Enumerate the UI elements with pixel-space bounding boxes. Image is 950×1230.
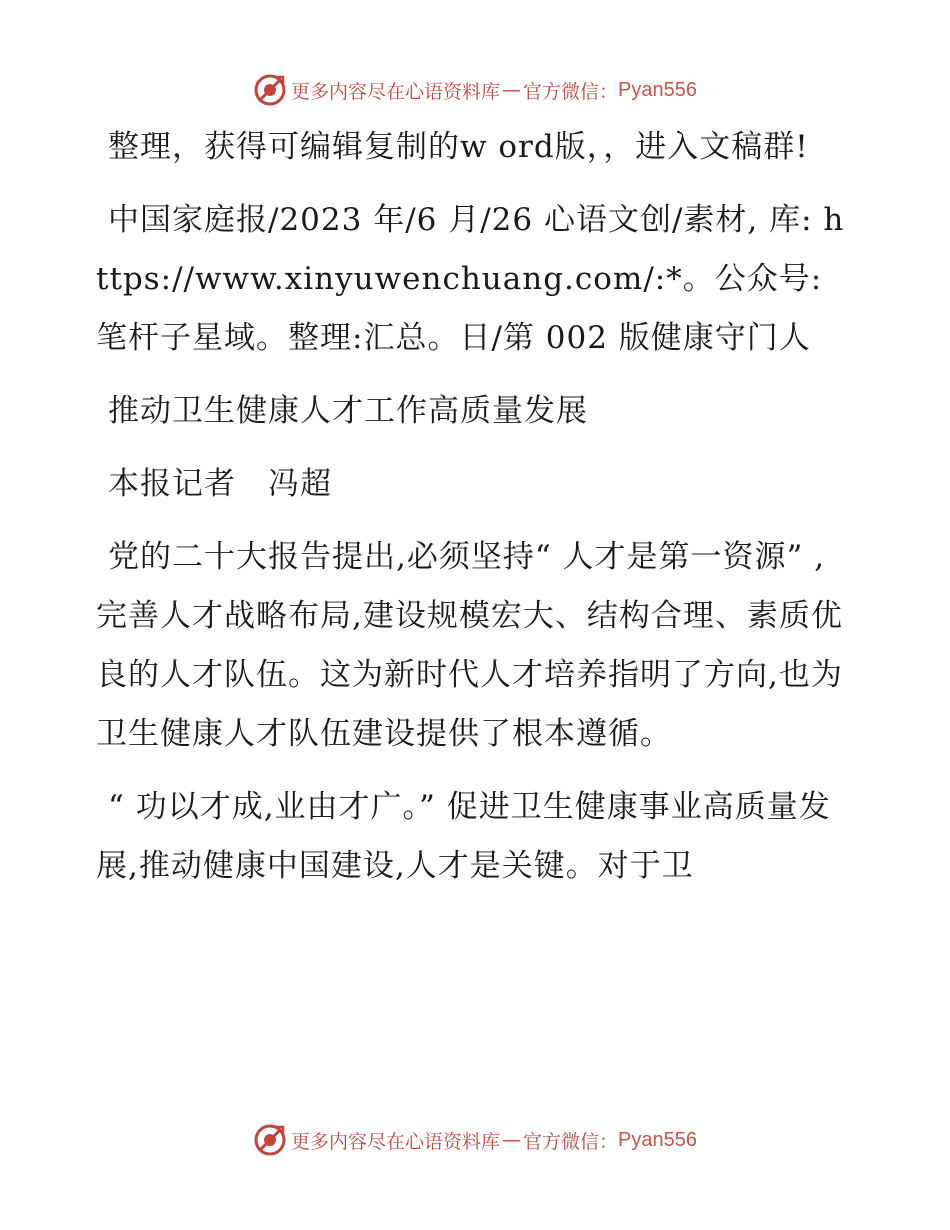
body-paragraph: “ 功以才成,业由才广。” 促进卫生健康事业高质量发展,推动健康中国建设,人才是关键。对于卫: [96, 789, 831, 884]
header-banner: [0, 70, 950, 110]
logo-icon: [253, 1123, 287, 1157]
banner-separator: —: [502, 79, 522, 101]
banner-wechat-label: 官方微信：: [523, 80, 619, 103]
article-title: 推动卫生健康人才工作高质量发展: [108, 393, 588, 429]
logo-icon: [253, 73, 287, 107]
banner-text: 更多内容尽在心语资料库: [291, 1130, 501, 1153]
banner-text: 更多内容尽在心语资料库: [291, 80, 501, 103]
banner-wechat-id: Pyan556: [618, 78, 697, 101]
document-body: [96, 118, 856, 910]
banner-separator: —: [502, 1129, 522, 1151]
body-paragraph: 党的二十大报告提出,必须坚持“ 人才是第一资源” ,完善人才战略布局,建设规模宏大、结构合理、素质优良的人才队伍。这为新时代人才培养指明了方向,也为卫生健康人才队伍建设提供了根本遵循。: [96, 539, 843, 752]
footer-banner: [0, 1120, 950, 1160]
banner-wechat-id: Pyan556: [618, 1128, 697, 1151]
intro-paragraph: 整理，获得可编辑复制的w ord版，，进入文稿群!: [108, 129, 809, 165]
source-paragraph: 中国家庭报/2023 年/6 月/26 心语文创/素材, 库: https://www.xinyuwenchuang.com/:*。公众号: 笔杆子星域。整理:汇总。日/第 002 版健康守门人: [96, 202, 845, 356]
banner-wechat-label: 官方微信：: [523, 1130, 619, 1153]
byline: 本报记者 冯超: [108, 466, 332, 502]
